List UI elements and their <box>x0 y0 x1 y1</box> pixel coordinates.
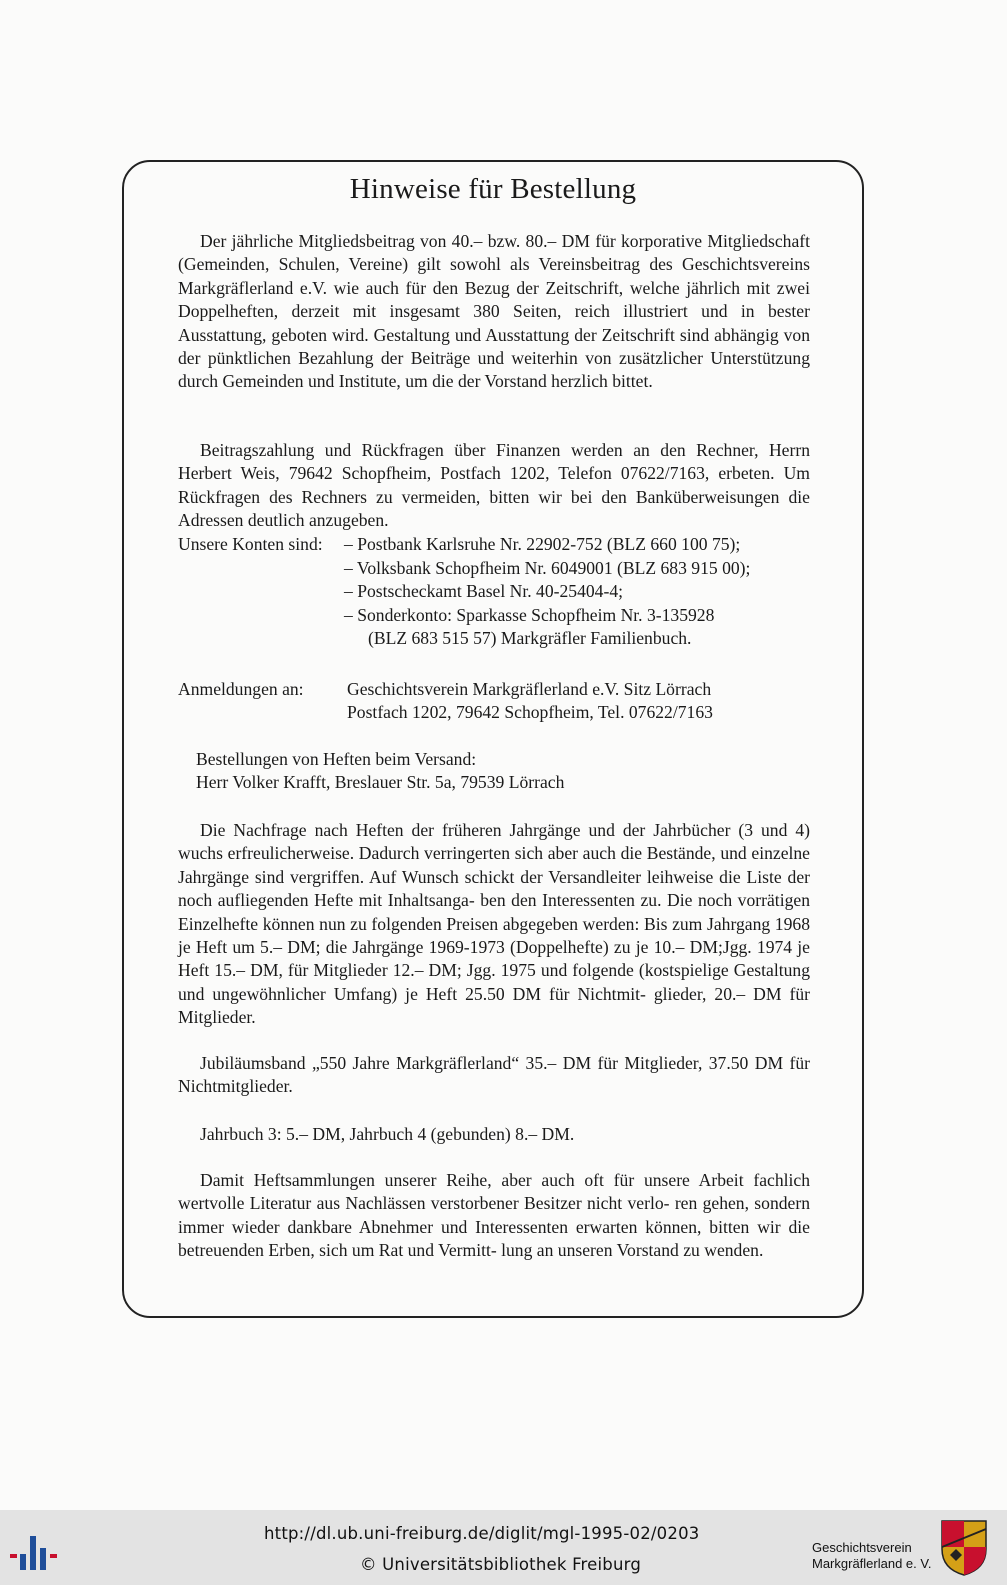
document-url-link[interactable]: http://dl.ub.uni-freiburg.de/diglit/mgl-1995-02/0203 <box>264 1524 700 1543</box>
paragraph-yearbook: Jahrbuch 3: 5.– DM, Jahrbuch 4 (gebunden) 8.– DM. <box>200 1124 575 1144</box>
accounts-label: Unsere Konten sind: <box>178 534 323 554</box>
text-line: lung an unseren Vorstand zu wenden. <box>501 1240 764 1261</box>
account-item: (BLZ 683 515 57) Markgräfler Familienbuch. <box>368 628 692 648</box>
paragraph-jubilee <box>178 1052 810 1099</box>
text-line: Jubiläumsband „550 Jahre Markgräflerland“ 35.– DM für Mitglieder, <box>200 1053 709 1073</box>
registration-line: Geschichtsverein Markgräflerland e.V. Sitz Lörrach <box>347 679 712 699</box>
text-line: Versandleiter leihweise die Liste der noch aufliegenden Hefte mit Inhaltsanga- <box>178 866 810 911</box>
account-item: – Postscheckamt Basel Nr. 40-25404-4; <box>344 581 624 601</box>
society-name-line: Markgräflerland e. V. <box>812 1556 932 1571</box>
account-item: – Volksbank Schopfheim Nr. 6049001 (BLZ 683 915 00); <box>344 558 751 578</box>
text-line: Seiten, reich illustriert und in bester Ausstattung, geboten wird. Gestaltung und <box>178 301 810 345</box>
text-line: des Geschichtsvereins Markgräflerland e.V. wie auch für den Bezug der <box>178 254 810 298</box>
text-line: 15.– DM, für Mitglieder 12.– DM; Jgg. 1975 und folgende (kostspielige <box>214 960 734 981</box>
orders-line: Bestellungen von Heften beim Versand: <box>196 749 477 769</box>
page-title: Hinweise für Bestellung <box>349 173 637 205</box>
paragraph-estates <box>178 1169 810 1263</box>
registration-label: Anmeldungen an: <box>178 679 304 699</box>
text-line: Die Nachfrage nach Heften der früheren Jahrgänge und der Jahrbücher <box>200 820 739 840</box>
text-line: DM; die Jahrgänge 1969-1973 (Doppelhefte) zu je 10.– DM;Jgg. 1974 je Heft <box>178 937 810 981</box>
text-line: Herrn Herbert Weis, 79642 Schopfheim, Postfach 1202, Telefon 07622/7163, <box>178 440 810 484</box>
text-line: Zeitschrift, welche jährlich mit zwei Doppelheften, derzeit mit insgesamt 380 <box>178 277 810 322</box>
account-item: – Sonderkonto: Sparkasse Schopfheim Nr. 3-135928 <box>344 605 715 625</box>
text-line: Gestaltung und ungewöhnlicher Umfang) je Heft 25.50 DM für Nichtmit- <box>178 960 810 1004</box>
text-line: Banküberweisungen die Adressen deutlich anzugeben. <box>178 486 810 531</box>
text-line: Damit Heftsammlungen unserer Reihe, aber auch oft für unsere Arbeit <box>200 1170 754 1190</box>
society-name <box>812 1540 931 1572</box>
account-item: – Postbank Karlsruhe Nr. 22902-752 (BLZ 660 100 75); <box>344 534 741 554</box>
text-line: Der jährliche Mitgliedsbeitrag von 40.– bzw. 80.– DM für korporative <box>200 231 708 251</box>
text-line: Beiträge und weiterhin von zusätzlicher Unterstützung durch Gemeinden und <box>178 348 810 392</box>
orders-line: Herr Volker Krafft, Breslauer Str. 5a, 79539 Lörrach <box>196 772 565 792</box>
text-line: Ausstattung der Zeitschrift sind abhängig von der pünktlichen Bezahlung der <box>178 324 810 369</box>
ub-freiburg-logo-icon <box>10 1530 62 1576</box>
paragraph-payment <box>178 439 810 533</box>
text-line: glieder, 20.– DM für Mitglieder. <box>178 983 811 1028</box>
paragraph-back-issues <box>178 819 810 1030</box>
coat-of-arms-icon <box>940 1519 988 1577</box>
text-line: ben den Interessenten zu. Die noch vorrätigen Einzelhefte können nun zu <box>178 890 810 934</box>
text-line: ren gehen, sondern immer wieder dankbare Abnehmer und Interessenten <box>178 1193 811 1237</box>
text-line: 37.50 DM für Nichtmitglieder. <box>178 1053 810 1097</box>
text-line: Beitragszahlung und Rückfragen über Finanzen werden an den Rechner, <box>200 440 769 460</box>
text-line: (3 und 4) wuchs erfreulicherweise. Dadurch verringerten sich aber auch die <box>178 820 811 864</box>
text-line: folgenden Preisen abgegeben werden: Bis zum Jahrgang 1968 je Heft um 5.– <box>178 913 810 958</box>
text-line: erwarten können, bitten wir die betreuenden Erben, sich um Rat und Vermitt- <box>178 1216 810 1261</box>
text-line: fachlich wertvolle Literatur aus Nachlässen verstorbener Besitzer nicht verlo- <box>178 1170 810 1214</box>
society-name-line: Geschichtsverein <box>812 1540 912 1555</box>
footer-bar <box>0 1510 1007 1585</box>
paragraph-membership <box>178 230 810 394</box>
text-line: erbeten. Um Rückfragen des Rechners zu vermeiden, bitten wir bei den <box>178 463 810 507</box>
copyright-notice: © Universitätsbibliothek Freiburg <box>360 1555 642 1574</box>
text-line: Institute, um die der Vorstand herzlich bittet. <box>338 371 653 392</box>
registration-line: Postfach 1202, 79642 Schopfheim, Tel. 07622/7163 <box>347 702 713 722</box>
text-line: Bestände, und einzelne Jahrgänge sind vergriffen. Auf Wunsch schickt der <box>178 843 810 887</box>
text-line: Mitgliedschaft (Gemeinden, Schulen, Vereine) gilt sowohl als Vereinsbeitrag <box>178 231 810 275</box>
